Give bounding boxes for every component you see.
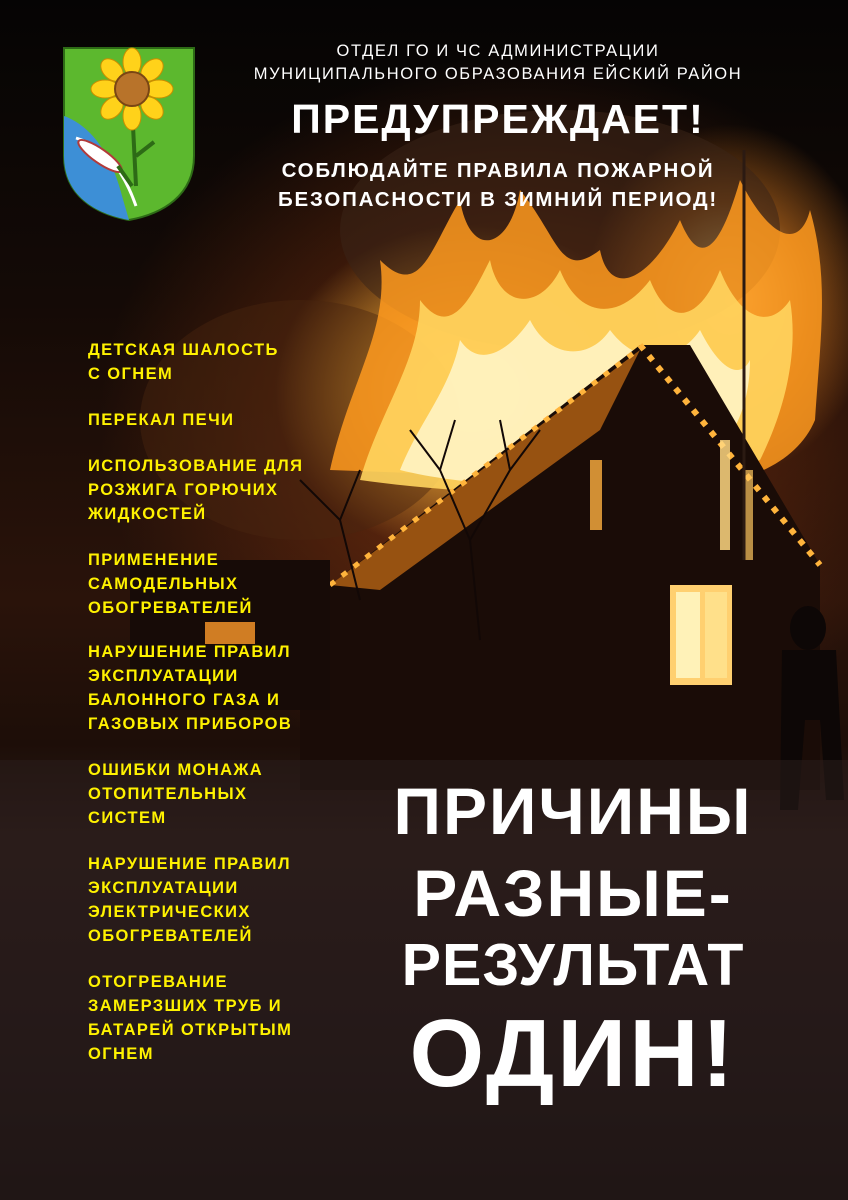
department-line-2: МУНИЦИПАЛЬНОГО ОБРАЗОВАНИЯ ЕЙСКИЙ РАЙОН [253,65,743,83]
cause-item: НАРУШЕНИЕ ПРАВИЛ ЭКСПЛУАТАЦИИ БАЛОННОГО ГАЗА И ГАЗОВЫХ ПРИБОРОВ [88,643,293,733]
cause-item: ПРИМЕНЕНИЕ САМОДЕЛЬНЫХ ОБОГРЕВАТЕЛЕЙ [88,551,253,617]
cause-item: НАРУШЕНИЕ ПРАВИЛ ЭКСПЛУАТАЦИИ ЭЛЕКТРИЧЕСКИХ ОБОГРЕВАТЕЛЕЙ [88,855,291,945]
department-title [228,40,768,86]
cause-item: ОТОГРЕВАНИЕ ЗАМЕРЗШИХ ТРУБ И БАТАРЕЙ ОТКРЫТЫМ ОГНЕМ [88,973,293,1063]
slogan-line-2: РАЗНЫЕ- [413,856,733,930]
safety-subtitle [228,156,768,214]
fire-causes-list [88,338,338,1066]
slogan-line-3: РЕЗУЛЬТАТ [401,932,745,998]
subtitle-line-1: СОБЛЮДАЙТЕ ПРАВИЛА ПОЖАРНОЙ [281,159,715,182]
coat-of-arms-icon [62,46,196,222]
cause-item: ИСПОЛЬЗОВАНИЕ ДЛЯ РОЗЖИГА ГОРЮЧИХ ЖИДКОСТЕЙ [88,457,304,523]
department-line-1: ОТДЕЛ ГО И ЧС АДМИНИСТРАЦИИ [336,42,660,60]
subtitle-line-2: БЕЗОПАСНОСТИ В ЗИМНИЙ ПЕРИОД! [278,188,718,211]
cause-item: ДЕТСКАЯ ШАЛОСТЬ С ОГНЕМ [88,341,279,383]
warning-heading: ПРЕДУПРЕЖДАЕТ! [291,96,705,142]
slogan-line-1: ПРИЧИНЫ [393,774,753,848]
cause-item: ОШИБКИ МОНАЖА ОТОПИТЕЛЬНЫХ СИСТЕМ [88,761,264,827]
slogan-line-4: ОДИН! [409,1000,737,1107]
cause-item: ПЕРЕКАЛ ПЕЧИ [88,411,235,429]
